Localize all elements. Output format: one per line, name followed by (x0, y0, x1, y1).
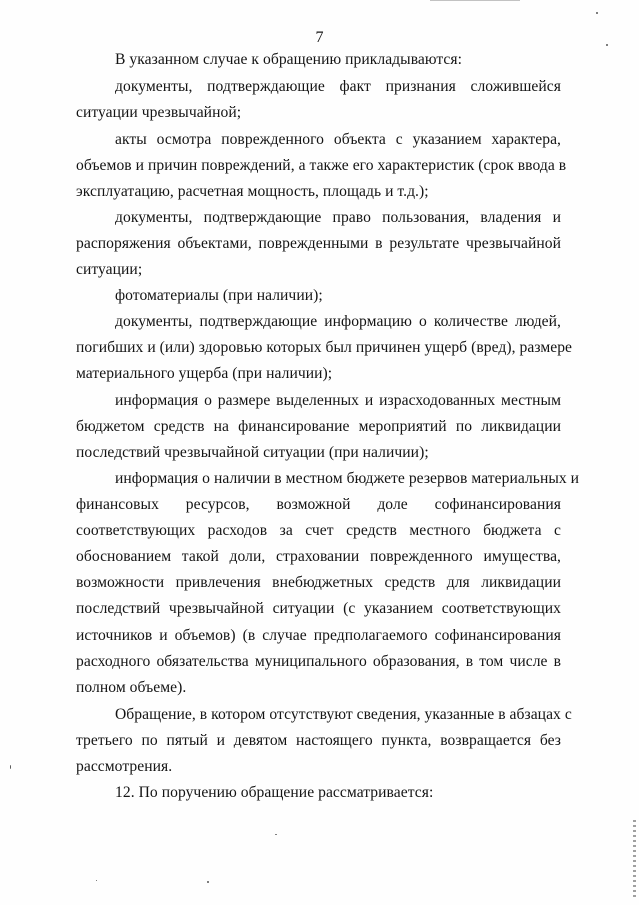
scan-speck (10, 765, 11, 769)
text-line: документы, подтверждающие информацию о количестве людей, (115, 313, 561, 330)
text-line: источников и объемов) (в случае предполагаемого софинансирования (76, 627, 561, 644)
scan-speck (207, 881, 209, 883)
text-line: документы, подтверждающие факт признания сложившейся (115, 78, 561, 95)
scan-mark (430, 0, 520, 1)
text-line: ситуации чрезвычайной; (76, 104, 242, 121)
text-line: последствий чрезвычайной ситуации (с указанием соответствующих (76, 600, 561, 617)
scan-speck (275, 834, 277, 835)
text-line: объемов и причин повреждений, а также его характеристик (срок ввода в (76, 157, 567, 174)
text-line: возможности привлечения внебюджетных средств для ликвидации (76, 574, 561, 591)
scan-edge-marks (633, 820, 636, 900)
text-line: Обращение, в котором отсутствуют сведения, указанные в абзацах с (115, 706, 572, 723)
text-line: 12. По поручению обращение рассматривается: (115, 784, 434, 801)
scan-speck (606, 44, 608, 46)
text-line: полном объеме). (76, 679, 187, 696)
text-line: фотоматериалы (при наличии); (115, 287, 323, 304)
text-line: акты осмотра поврежденного объекта с указанием характера, (115, 131, 561, 148)
page-number: 7 (315, 29, 324, 46)
text-line: информация о размере выделенных и израсходованных местным (115, 392, 561, 409)
scan-speck (596, 12, 598, 14)
text-line: распоряжения объектами, поврежденными в результате чрезвычайной (76, 235, 561, 252)
scan-speck (96, 880, 97, 881)
text-line: бюджетом средств на финансирование мероприятий по ликвидации (76, 418, 561, 435)
text-line: третьего по пятый и девятом настоящего пункта, возвращается без (76, 732, 561, 749)
text-line: погибших и (или) здоровью которых был причинен ущерб (вред), размере (76, 339, 573, 356)
text-line: В указанном случае к обращению прикладываются: (115, 51, 462, 68)
text-line: рассмотрения. (76, 758, 173, 775)
text-line: эксплуатацию, расчетная мощность, площадь и т.д.); (76, 183, 429, 200)
text-line: ситуации; (76, 261, 143, 278)
text-line: расходного обязательства муниципального образования, в том числе в (76, 653, 561, 670)
text-line: обоснованием такой доли, страховании поврежденного имущества, (76, 548, 561, 565)
text-line: финансовых ресурсов, возможной доле софинансирования (76, 496, 561, 513)
text-line: соответствующих расходов за счет средств местного бюджета с (76, 522, 561, 539)
text-line: материального ущерба (при наличии); (76, 365, 333, 382)
text-line: информация о наличии в местном бюджете резервов материальных и (115, 470, 580, 487)
text-line: документы, подтверждающие право пользования, владения и (115, 209, 561, 226)
text-line: последствий чрезвычайной ситуации (при наличии); (76, 444, 429, 461)
